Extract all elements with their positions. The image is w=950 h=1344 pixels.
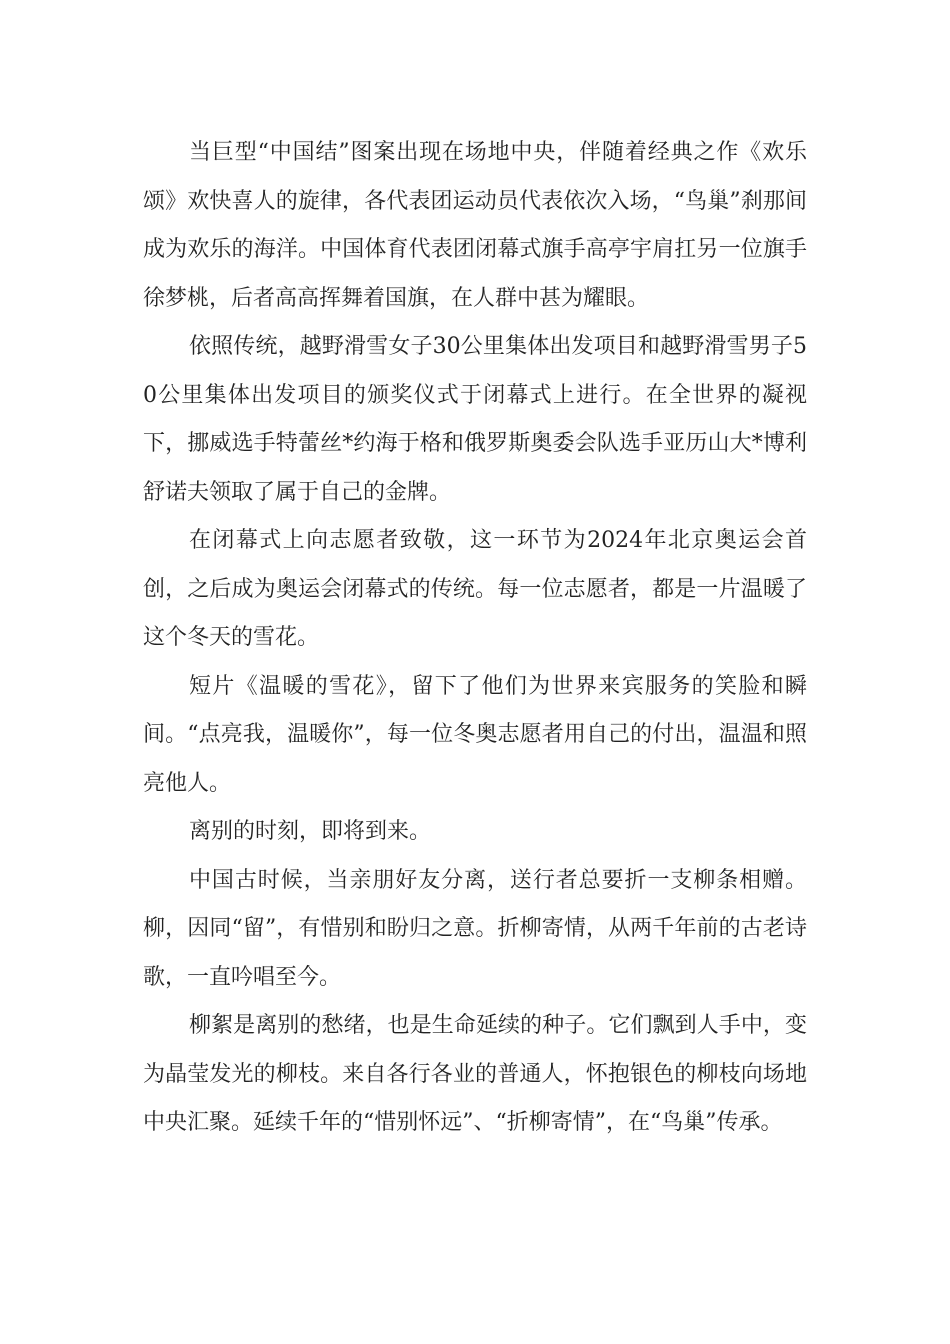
article-body — [143, 129, 807, 1148]
paragraph-6: 中国古时候，当亲朋好友分离，送行者总要折一支柳条相赠。柳，因同“留”，有惜别和盼归之意。折柳寄情，从两千年前的古老诗歌，一直吟唱至今。 — [143, 867, 807, 990]
paragraph-1: 当巨型“中国结”图案出现在场地中央，伴随着经典之作《欢乐颂》欢快喜人的旋律，各代表团运动员代表依次入场，“鸟巢”刹那间成为欢乐的海洋。中国体育代表团闭幕式旗手高亭宇肩扛另一位旗手徐梦桃，后者高高挥舞着国旗，在人群中甚为耀眼。 — [143, 140, 807, 311]
paragraph-4: 短片《温暖的雪花》，留下了他们为世界来宾服务的笑脸和瞬间。“点亮我，温暖你”，每一位冬奥志愿者用自己的付出，温温和照亮他人。 — [143, 673, 807, 796]
paragraph-2: 依照传统，越野滑雪女子30公里集体出发项目和越野滑雪男子50公里集体出发项目的颁奖仪式于闭幕式上进行。在全世界的凝视下，挪威选手特蕾丝*约海于格和俄罗斯奥委会队选手亚历山大*博利舒诺夫领取了属于自己的金牌。 — [143, 334, 807, 505]
paragraph-3: 在闭幕式上向志愿者致敬，这一环节为2024年北京奥运会首创，之后成为奥运会闭幕式的传统。每一位志愿者，都是一片温暖了这个冬天的雪花。 — [143, 528, 807, 650]
paragraph-5: 离别的时刻，即将到来。 — [189, 819, 432, 844]
paragraph-7: 柳絮是离别的愁绪，也是生命延续的种子。它们飘到人手中，变为晶莹发光的柳枝。来自各行各业的普通人，怀抱银色的柳枝向场地中央汇聚。延续千年的“惜别怀远”、“折柳寄情”，在“鸟巢”传承。 — [143, 1013, 807, 1135]
